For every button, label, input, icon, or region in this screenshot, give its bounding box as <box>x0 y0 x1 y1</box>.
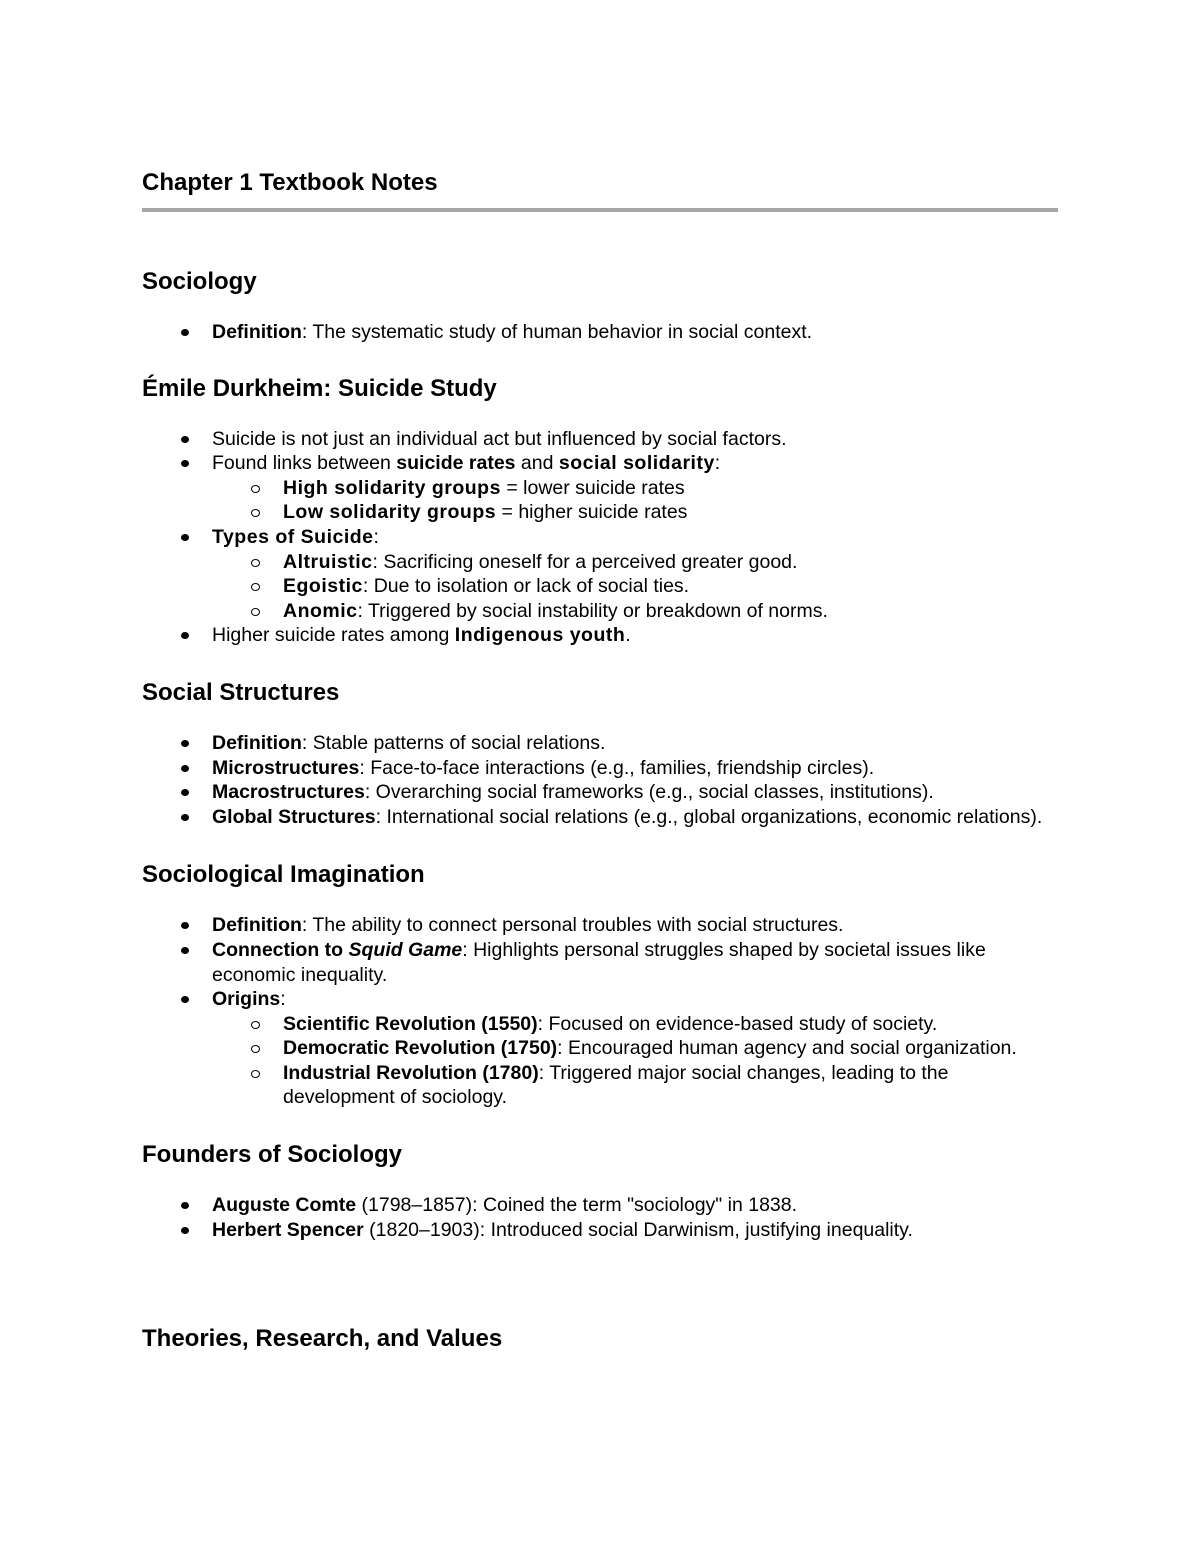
list-item: Definition: Stable patterns of social relations. <box>142 731 1058 756</box>
list-item: Types of Suicide: Altruistic: Sacrificing oneself for a perceived greater good. Egoistic: Due to isolation or lack of social ties. Anomic: Triggered by social instability or breakdown of norms. <box>142 525 1058 623</box>
list-item: Definition: The systematic study of human behavior in social context. <box>142 320 1058 345</box>
sub-list <box>212 476 1058 525</box>
list-item: Higher suicide rates among Indigenous youth. <box>142 623 1058 648</box>
structures-list <box>142 731 1058 829</box>
list-item: Macrostructures: Overarching social frameworks (e.g., social classes, institutions). <box>142 780 1058 805</box>
sub-list-item: Democratic Revolution (1750): Encouraged human agency and social organization. <box>142 1036 1058 1061</box>
durkheim-list <box>142 427 1058 648</box>
list-item: Auguste Comte (1798–1857): Coined the term "sociology" in 1838. <box>142 1193 1058 1218</box>
list-item: Herbert Spencer (1820–1903): Introduced social Darwinism, justifying inequality. <box>142 1218 1058 1243</box>
sub-list-item: Scientific Revolution (1550): Focused on evidence-based study of society. <box>142 1012 1058 1037</box>
list-item: Connection to Squid Game: Highlights personal struggles shaped by societal issues like economic inequality. <box>142 938 1058 987</box>
sub-list-item: Altruistic: Sacrificing oneself for a perceived greater good. <box>142 550 1058 575</box>
section-heading-durkheim: Émile Durkheim: Suicide Study <box>142 374 497 402</box>
list-item: Microstructures: Face-to-face interactions (e.g., families, friendship circles). <box>142 756 1058 781</box>
sub-list-item: High solidarity groups = lower suicide rates <box>142 476 1058 501</box>
sub-list-item: Low solidarity groups = higher suicide rates <box>142 500 1058 525</box>
section-heading-sociological-imagination: Sociological Imagination <box>142 861 425 889</box>
list-item: Suicide is not just an individual act but influenced by social factors. <box>142 427 1058 452</box>
section-heading-social-structures: Social Structures <box>142 678 340 706</box>
title-underline <box>142 208 1058 212</box>
section-heading-theories: Theories, Research, and Values <box>142 1325 503 1353</box>
document-title: Chapter 1 Textbook Notes <box>142 169 438 196</box>
list-item: Definition: The ability to connect personal troubles with social structures. <box>142 913 1058 938</box>
list-item: Found links between suicide rates and social solidarity: High solidarity groups = lower suicide rates Low solidarity groups = higher suicide rates <box>142 451 1058 525</box>
list-item: Origins: Scientific Revolution (1550): Focused on evidence-based study of society. Democratic Revolution (1750): Encouraged human agency and social organization. Industrial Revolution (1780): Triggered major social changes, leading to the development of sociology. <box>142 987 1058 1110</box>
sub-list-item: Anomic: Triggered by social instability or breakdown of norms. <box>142 599 1058 624</box>
section-heading-founders: Founders of Sociology <box>142 1141 403 1169</box>
section-heading-sociology: Sociology <box>142 268 257 295</box>
sociology-list <box>142 320 1058 345</box>
sub-list-item: Egoistic: Due to isolation or lack of social ties. <box>142 574 1058 599</box>
document-content <box>142 168 1058 1354</box>
sub-list-item: Industrial Revolution (1780): Triggered major social changes, leading to the development of sociology. <box>142 1061 1058 1110</box>
sub-list <box>212 1012 1058 1110</box>
imagination-list <box>142 913 1058 1110</box>
list-item: Global Structures: International social relations (e.g., global organizations, economic relations). <box>142 805 1058 830</box>
founders-list <box>142 1193 1058 1242</box>
sub-list <box>212 550 1058 624</box>
